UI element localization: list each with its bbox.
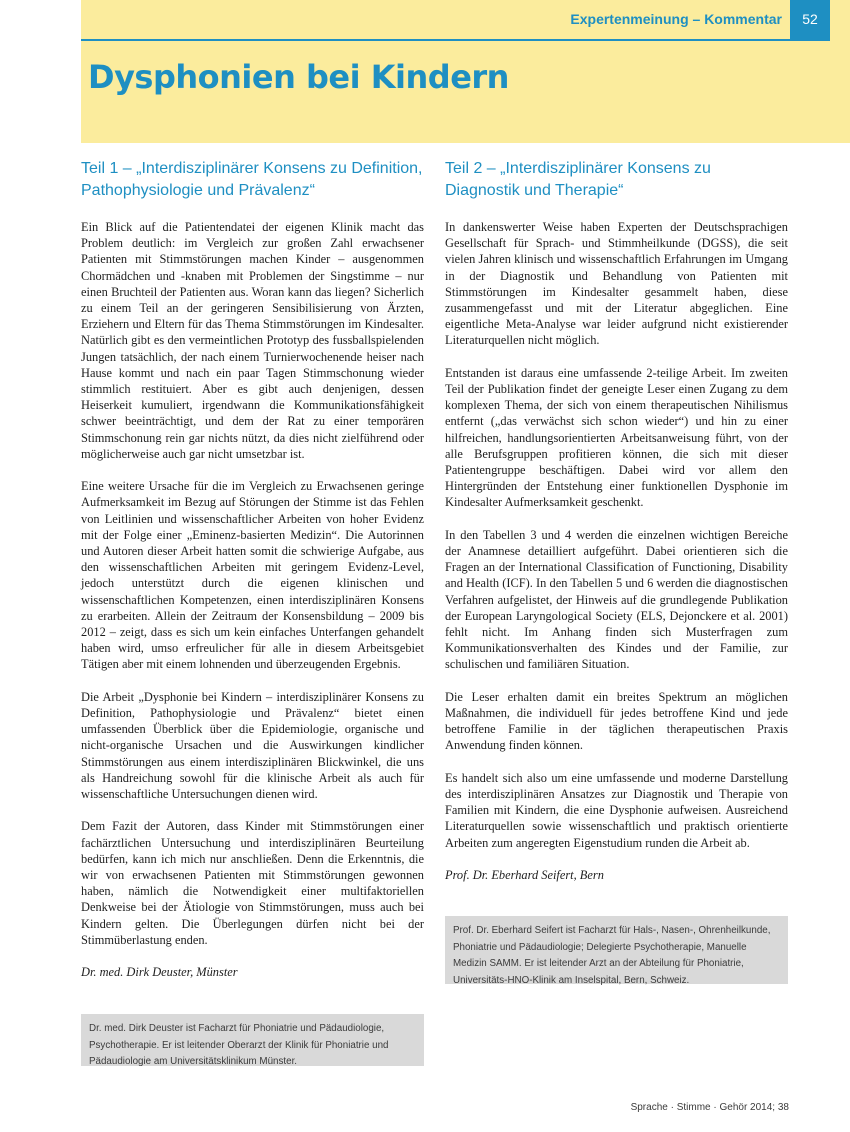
right-author-bio: Prof. Dr. Eberhard Seifert ist Facharzt für Hals-, Nasen-, Ohrenheilkunde, Phoniatrie und Pädaudiologie; Delegierte Psychotherapie, Manuelle Medizin SAMM. Er ist leitender Arzt an der Abteilung für Phoniatrie, Universitäts-HNO-Klinik am Inselspital, Bern, Schweiz. [445,916,788,984]
page-number: 52 [790,0,830,41]
right-author: Prof. Dr. Eberhard Seifert, Bern [445,868,604,883]
right-paragraph-4: Die Leser erhalten damit ein breites Spektrum an möglichen Maßnahmen, die individuell für jedes betroffene Kind und jede betroffene Familie in der täglichen therapeutischen Praxis Anwendung finden können. [445,689,788,753]
left-column-heading: Teil 1 – „Interdisziplinärer Konsens zu Definition, Pathophysiologie und Prävalenz“ [81,160,423,199]
right-column [445,158,788,883]
right-paragraph-3: In den Tabellen 3 und 4 werden die einzelnen wichtigen Bereiche der Anamnese detailliert aufgeführt. Dabei orientieren sich die Fragen an der International Classification of Functioning, Disability and Health (ICF). In den Tabellen 5 und 6 werden die diagnostischen Verfahren aufgelistet, der Hinweis auf die grundlegende Publikation der European Laryngological Society (ELS, Dejonckere et al. 2001) fehlt nicht. Im Anhang finden sich Musterfragen zum Kommunikationsverhalten des Kindes und der Familie, zur schulischen und familiären Situation. [445,527,788,672]
section-label: Expertenmeinung – Kommentar [570,11,782,27]
right-paragraph-1: In dankenswerter Weise haben Experten der Deutschsprachigen Gesellschaft für Sprach- und Stimmheilkunde (DGSS), die seit vielen Jahren klinisch und wissenschaftlich Erfahrungen im Umgang in der Diagnostik und Behandlung von Patienten mit Stimmstörungen im Kindesalter gesammelt haben, diese zusammengefasst und mit der Literatur abgeglichen. Eine eigentliche Meta-Analyse war leider aufgrund nicht existierender Literaturquellen nicht möglich. [445,220,788,348]
page-title: Dysphonien bei Kindern [88,58,509,96]
header-rule [81,39,790,41]
left-column [81,158,424,980]
left-author: Dr. med. Dirk Deuster, Münster [81,965,238,980]
left-paragraph-1: Ein Blick auf die Patientendatei der eigenen Klinik macht das Problem deutlich: im Vergleich zur großen Zahl erwachsener Patienten mit Stimmstörungen machen Kinder – ausgenommen Chormädchen und -knaben mit Problemen der Singstimme – nur einen Bruchteil der Patienten aus. Woran kann das liegen? Sicherlich zu einem Teil an der geringeren Sensibilisierung von Ärzten, Erziehern und Eltern für das Thema Stimmstörungen im Kindesalter. Natürlich gibt es den vermeintlichen Prototyp des fussballspielenden Jungen tatsächlich, der nach einem Turnierwochenende heiser nach Hause kommt und nach ein paar Tagen Stimmschonung wieder stimmlich restituiert. Aber es gibt auch denjenigen, dessen Heiserkeit kumuliert, irgendwann die Kommunikationsfähigkeit schwer beeinträchtigt, und dem der Rat zu einer temporären Stimmschonung rein gar nichts nützt, da dies nicht zielführend oder möglicherweise auch gar nicht umsetzbar ist. [81,220,424,461]
right-paragraph-5: Es handelt sich also um eine umfassende und moderne Darstellung des interdisziplinären Ansatzes zur Diagnostik und Therapie von Familien mit Kindern, die eine Dysphonie aufweisen. Ausreichend Literaturquellen sowie wissenschaftlich und praktisch orientierte Arbeiten zum angeregten Eigenstudium runden die Arbeit ab. [445,770,788,850]
journal-reference: Sprache · Stimme · Gehör 2014; 38 [630,1102,789,1113]
right-paragraph-2: Entstanden ist daraus eine umfassende 2-teilige Arbeit. Im zweiten Teil der Publikation findet der geneigte Leser einen Zugang zu dem komplexen Thema, der sich von einem therapeutischen Nihilismus entfernt („das verwächst sich schon wieder“) und hin zu einer hilfreichen, handlungsorientierten Arbeitsanweisung führt, von der alle Berufsgruppen profitieren können, die sich mit dieser Patientengruppe beschäftigen. Dabei wird vor allem den Hintergründen der Entstehung einer funktionellen Dysphonie im Kindesalter Aufmerksamkeit geschenkt. [445,365,788,510]
left-paragraph-2: Eine weitere Ursache für die im Vergleich zu Erwachsenen geringe Aufmerksamkeit im Bezug auf Störungen der Stimme ist das Fehlen von Leitlinien und wissenschaftlicher Arbeiten von hoher Evidenz mit der Folge einer „Eminenz-basierten Medizin“. Die Autorinnen und Autoren dieser Arbeit hatten somit die schwierige Aufgabe, aus den wissenschaftlichen Arbeiten mit geringem Evidenz-Level, jedoch unterstützt durch die eigenen klinischen und wissenschaftlichen Kompetenzen, einen interdisziplinären Konsens zu erarbeiten. Allein der Zeitraum der Konsensbildung – 2009 bis 2012 – zeigt, dass es sich um kein einfaches Unterfangen gehandelt haben wird, umso erfreulicher für alle in diesem Arbeitsgebiet Tätigen aber mit einem lohnenden und überzeugenden Ergebnis. [81,479,424,672]
left-paragraph-4: Dem Fazit der Autoren, dass Kinder mit Stimmstörungen einer fachärztlichen Untersuchung und interdisziplinären Beurteilung bedürfen, kann ich mich nur anschließen. Denn die Erkenntnis, die wir von erwachsenen Patienten mit Stimmstörungen gewonnen haben, nämlich die Notwendigkeit einer multifaktoriellen Denkweise bei der Ätiologie von Stimmstörungen, muss auch bei Kindern gelten. Die Überlegungen dürfen nicht bei der Stimmüberlastung enden. [81,819,424,947]
left-author-bio: Dr. med. Dirk Deuster ist Facharzt für Phoniatrie und Pädaudiologie, Psychotherapie. Er ist leitender Oberarzt der Klinik für Phoniatrie und Pädaudiologie am Universitätsklinikum Münster. [81,1014,424,1066]
right-column-heading: Teil 2 – „Interdisziplinärer Konsens zu Diagnostik und Therapie“ [445,160,711,199]
left-paragraph-3: Die Arbeit „Dysphonie bei Kindern – interdisziplinärer Konsens zu Definition, Pathophysiologie und Prävalenz“ bietet einen umfassenden Überblick über die Epidemiologie, organische und nicht-organische Ursachen und die Auswirkungen kindlicher Stimmstörungen aus einem interdisziplinären Blickwinkel, die uns als Handreichung sowohl für die klinische Arbeit als auch für wissenschaftliche Untersuchungen dienen wird. [81,689,424,802]
